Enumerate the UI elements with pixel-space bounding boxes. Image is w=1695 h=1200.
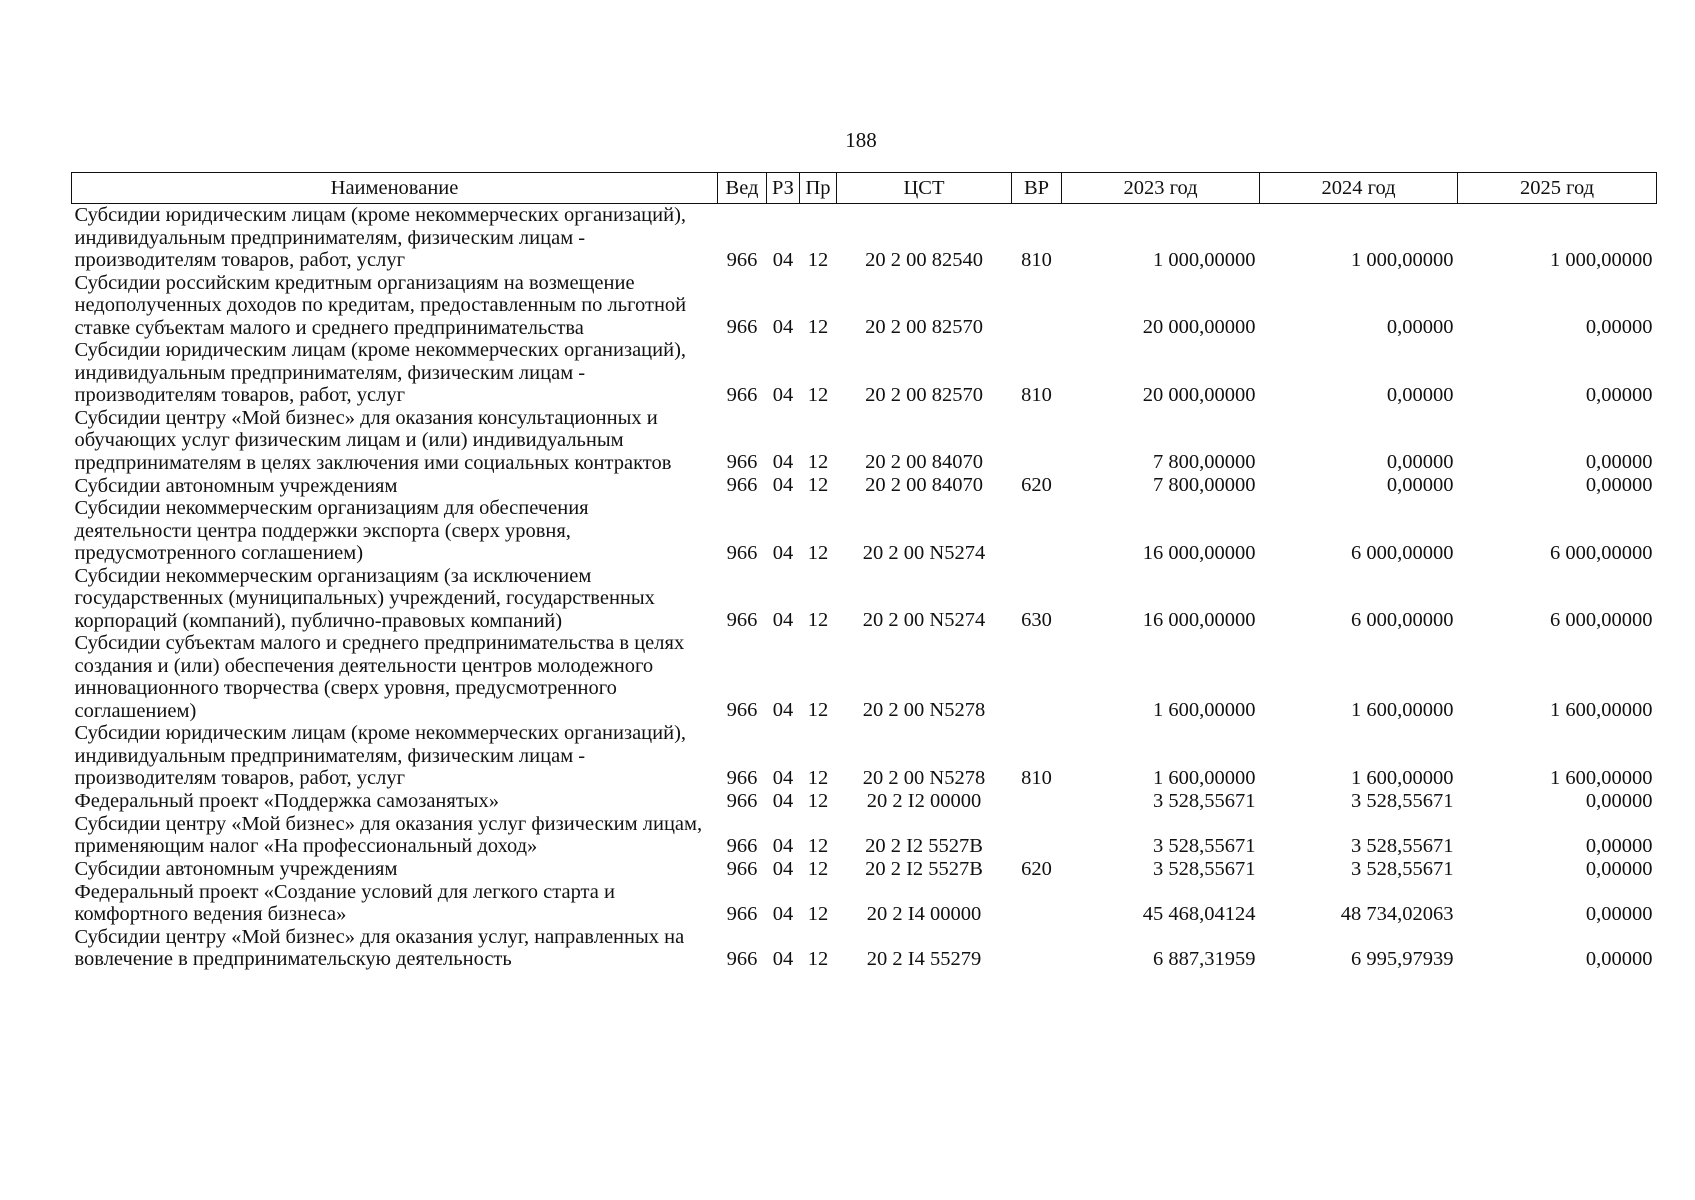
row-vr: 620	[1021, 474, 1052, 496]
table-row	[72, 790, 1657, 813]
row-vr	[1012, 790, 1062, 813]
table-row	[72, 813, 1657, 858]
row-name: Субсидии центру «Мой бизнес» для оказания услуг физическим лицам, применяющим налог «На профессиональный доход»	[74, 812, 703, 857]
row-ved: 966	[726, 902, 758, 925]
row-amount-2023: 1 600,00000	[1153, 699, 1256, 721]
row-amount-2024: 6 995,97939	[1351, 947, 1454, 970]
row-cst: 20 2 I2 5527B	[865, 834, 983, 857]
row-pr: 12	[807, 857, 829, 880]
row-pr: 12	[807, 947, 829, 970]
table-row	[72, 339, 1657, 407]
row-rz: 04	[772, 474, 794, 496]
row-pr: 12	[807, 699, 829, 721]
table-row	[72, 722, 1657, 790]
row-amount-2025: 0,00000	[1585, 834, 1653, 857]
row-vr: 810	[1021, 248, 1052, 271]
row-amount-2024: 6 000,00000	[1351, 609, 1454, 631]
table-row	[72, 474, 1657, 497]
row-amount-2023: 1 000,00000	[1153, 248, 1256, 271]
row-amount-2024: 1 000,00000	[1351, 248, 1454, 271]
row-amount-2025: 1 600,00000	[1550, 766, 1653, 789]
row-pr: 12	[807, 766, 829, 789]
row-rz: 04	[772, 857, 794, 880]
row-ved: 966	[726, 699, 758, 721]
row-name: Субсидии юридическим лицам (кроме некоммерческих организаций), индивидуальным предпринимателям, физическим лицам - производителям товаров, работ, услуг	[74, 722, 687, 789]
row-amount-2023: 16 000,00000	[1142, 541, 1256, 564]
row-vr: 810	[1021, 383, 1052, 406]
table-row	[72, 204, 1657, 272]
row-amount-2023: 3 528,55671	[1153, 857, 1256, 880]
header-pr: Пр	[800, 173, 837, 204]
row-ved: 966	[726, 857, 758, 880]
row-cst: 20 2 00 82540	[865, 248, 983, 271]
row-amount-2024: 0,00000	[1386, 474, 1454, 496]
row-ved: 966	[726, 451, 758, 473]
row-amount-2023: 7 800,00000	[1153, 474, 1256, 496]
row-amount-2025: 6 000,00000	[1550, 609, 1653, 631]
row-vr	[1012, 632, 1062, 722]
row-name: Федеральный проект «Поддержка самозанятых»	[74, 790, 500, 812]
table-header	[72, 173, 1657, 204]
row-amount-2024: 0,00000	[1386, 451, 1454, 473]
header-2025: 2025 год	[1458, 173, 1657, 204]
row-amount-2025: 6 000,00000	[1550, 541, 1653, 564]
row-amount-2025: 1 000,00000	[1550, 248, 1653, 271]
row-name: Субсидии некоммерческим организациям для обеспечения деятельности центра поддержки экспорта (сверх уровня, предусмотренного соглашением)	[74, 497, 589, 564]
row-vr	[1012, 881, 1062, 926]
row-rz: 04	[772, 834, 794, 857]
row-vr	[1012, 813, 1062, 858]
row-cst: 20 2 00 82570	[865, 316, 983, 338]
row-ved: 966	[726, 609, 758, 631]
row-ved: 966	[726, 316, 758, 338]
table-row	[72, 632, 1657, 722]
row-name: Субсидии юридическим лицам (кроме некоммерческих организаций), индивидуальным предпринимателям, физическим лицам - производителям товаров, работ, услуг	[74, 204, 687, 271]
row-rz: 04	[772, 248, 794, 271]
row-pr: 12	[807, 789, 829, 812]
row-amount-2025: 1 600,00000	[1550, 699, 1653, 721]
row-pr: 12	[807, 316, 829, 338]
row-pr: 12	[807, 248, 829, 271]
row-vr	[1012, 926, 1062, 971]
row-name: Федеральный проект «Создание условий для легкого старта и комфортного ведения бизнеса»	[74, 880, 615, 925]
table-row	[72, 858, 1657, 881]
row-amount-2023: 16 000,00000	[1142, 609, 1256, 631]
table-row	[72, 926, 1657, 971]
row-amount-2023: 3 528,55671	[1153, 834, 1256, 857]
row-vr	[1012, 272, 1062, 340]
row-pr: 12	[807, 474, 829, 496]
row-cst: 20 2 00 N5274	[862, 541, 986, 564]
row-amount-2024: 48 734,02063	[1340, 902, 1454, 925]
row-rz: 04	[772, 699, 794, 721]
table-row	[72, 497, 1657, 565]
row-name: Субсидии юридическим лицам (кроме некоммерческих организаций), индивидуальным предпринимателям, физическим лицам - производителям товаров, работ, услуг	[74, 339, 687, 406]
row-amount-2023: 1 600,00000	[1153, 766, 1256, 789]
row-amount-2025: 0,00000	[1585, 947, 1653, 970]
row-name: Субсидии некоммерческим организациям (за исключением государственных (муниципальных) учреждений, государственных корпораций (компаний), публично-правовых компаний)	[74, 564, 655, 632]
page-number: 188	[845, 128, 877, 152]
row-amount-2024: 3 528,55671	[1351, 834, 1454, 857]
row-pr: 12	[807, 451, 829, 473]
header-name: Наименование	[72, 173, 718, 204]
row-vr	[1012, 407, 1062, 475]
row-amount-2025: 0,00000	[1585, 857, 1653, 880]
row-pr: 12	[807, 609, 829, 631]
row-cst: 20 2 00 N5278	[862, 766, 986, 789]
row-amount-2025: 0,00000	[1585, 451, 1653, 473]
row-rz: 04	[772, 383, 794, 406]
row-amount-2024: 0,00000	[1386, 383, 1454, 406]
table-row	[72, 407, 1657, 475]
row-amount-2023: 20 000,00000	[1142, 383, 1256, 406]
table-row	[72, 881, 1657, 926]
row-cst: 20 2 00 84070	[865, 474, 983, 496]
row-amount-2023: 20 000,00000	[1142, 316, 1256, 338]
row-cst: 20 2 I2 5527B	[865, 857, 983, 880]
row-amount-2024: 1 600,00000	[1351, 699, 1454, 721]
row-ved: 966	[726, 248, 758, 271]
row-amount-2023: 7 800,00000	[1153, 451, 1256, 473]
row-amount-2025: 0,00000	[1585, 474, 1653, 496]
header-2024: 2024 год	[1260, 173, 1458, 204]
row-amount-2024: 3 528,55671	[1351, 857, 1454, 880]
row-ved: 966	[726, 383, 758, 406]
row-rz: 04	[772, 541, 794, 564]
header-ved: Вед	[718, 173, 767, 204]
row-pr: 12	[807, 834, 829, 857]
row-cst: 20 2 00 N5278	[862, 699, 986, 721]
row-ved: 966	[726, 766, 758, 789]
row-pr: 12	[807, 902, 829, 925]
row-vr	[1012, 497, 1062, 565]
row-name: Субсидии субъектам малого и среднего предпринимательства в целях создания и (или) обеспечения деятельности центров молодежного инновационного творчества (сверх уровня, предусмотренного соглашением)	[74, 632, 685, 722]
row-amount-2025: 0,00000	[1585, 789, 1653, 812]
row-cst: 20 2 I4 00000	[866, 902, 982, 925]
row-rz: 04	[772, 766, 794, 789]
row-rz: 04	[772, 609, 794, 631]
header-2023: 2023 год	[1062, 173, 1260, 204]
row-ved: 966	[726, 541, 758, 564]
row-cst: 20 2 I4 55279	[866, 947, 982, 970]
row-amount-2025: 0,00000	[1585, 902, 1653, 925]
row-vr: 620	[1021, 857, 1052, 880]
row-name: Субсидии автономным учреждениям	[74, 474, 398, 497]
row-amount-2023: 45 468,04124	[1142, 902, 1256, 925]
row-ved: 966	[726, 947, 758, 970]
row-ved: 966	[726, 474, 758, 496]
row-vr: 810	[1021, 766, 1052, 789]
row-name: Субсидии российским кредитным организациям на возмещение недополученных доходов по кредитам, предоставленным по льготной ставке субъектам малого и среднего предпринимательства	[74, 271, 687, 339]
header-vr: ВР	[1012, 173, 1062, 204]
budget-table	[71, 172, 1657, 971]
row-amount-2024: 3 528,55671	[1351, 789, 1454, 812]
row-rz: 04	[772, 902, 794, 925]
row-amount-2024: 0,00000	[1386, 316, 1454, 338]
table-row	[72, 272, 1657, 340]
row-vr: 630	[1021, 609, 1052, 631]
row-rz: 04	[772, 947, 794, 970]
row-cst: 20 2 00 N5274	[862, 609, 986, 631]
row-rz: 04	[772, 316, 794, 338]
row-cst: 20 2 00 84070	[865, 451, 983, 473]
row-amount-2025: 0,00000	[1585, 383, 1653, 406]
row-amount-2024: 6 000,00000	[1351, 541, 1454, 564]
row-name: Субсидии центру «Мой бизнес» для оказания консультационных и обучающих услуг физическим лицам и (или) индивидуальным предпринимателям в целях заключения ими социальных контрактов	[74, 406, 672, 474]
row-name: Субсидии автономным учреждениям	[74, 858, 398, 880]
table-body	[72, 204, 1657, 971]
row-amount-2025: 0,00000	[1585, 316, 1653, 338]
row-name: Субсидии центру «Мой бизнес» для оказания услуг, направленных на вовлечение в предпринимательскую деятельность	[74, 925, 685, 970]
table-row	[72, 565, 1657, 633]
row-rz: 04	[772, 451, 794, 473]
row-amount-2024: 1 600,00000	[1351, 766, 1454, 789]
row-cst: 20 2 00 82570	[865, 383, 983, 406]
row-rz: 04	[772, 789, 794, 812]
row-amount-2023: 6 887,31959	[1153, 947, 1256, 970]
row-cst: 20 2 I2 00000	[866, 789, 982, 812]
header-cst: ЦСТ	[837, 173, 1012, 204]
row-ved: 966	[726, 834, 758, 857]
row-pr: 12	[807, 541, 829, 564]
row-amount-2023: 3 528,55671	[1153, 789, 1256, 812]
row-ved: 966	[726, 789, 758, 812]
row-pr: 12	[807, 383, 829, 406]
header-rz: РЗ	[767, 173, 800, 204]
